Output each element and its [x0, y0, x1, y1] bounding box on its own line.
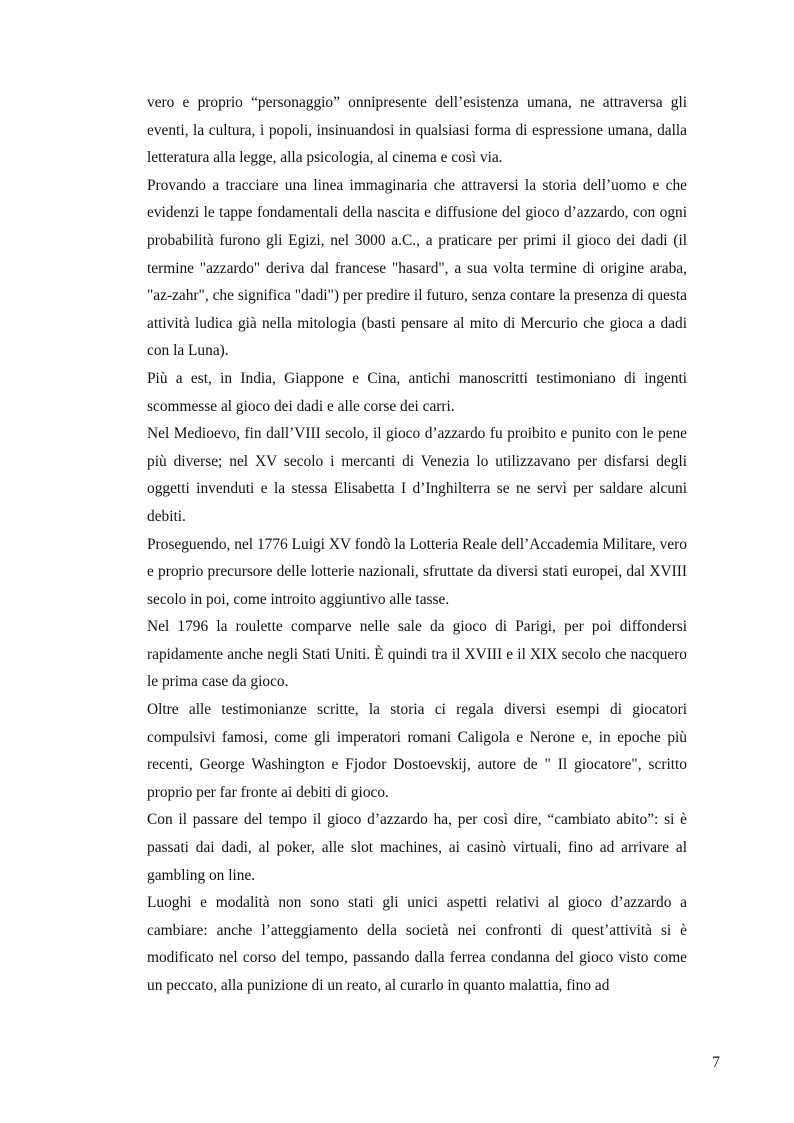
paragraph-4: Nel Medioevo, fin dall’VIII secolo, il gioco d’azzardo fu proibito e punito con le pene più diverse; nel XV secolo i mercanti di Venezia lo utilizzavano per disfarsi degli oggetti invenduti e la stessa Elisabetta I d’Inghilterra se ne servì per saldare alcuni debiti. — [147, 425, 687, 525]
page-number: 7 — [712, 1054, 720, 1071]
paragraph-7: Oltre alle testimonianze scritte, la storia ci regala diversi esempi di giocatori compulsivi famosi, come gli imperatori romani Caligola e Nerone e, in epoche più recenti, George Washington e Fjodor Dostoevskij, autore de " Il giocatore", scritto proprio per far fronte ai debiti di gioco. — [147, 701, 687, 801]
paragraph-8: Con il passare del tempo il gioco d’azzardo ha, per così dire, “cambiato abito”: si è passati dai dadi, al poker, alle slot machines, ai casinò virtuali, fino ad arrivare al gambling on line. — [147, 811, 687, 884]
paragraph-1: vero e proprio “personaggio” onnipresente dell’esistenza umana, ne attraversa gli eventi, la cultura, i popoli, insinuandosi in qualsiasi forma di espressione umana, dalla letteratura alla legge, alla psicologia, al cinema e così via. — [147, 94, 687, 167]
paragraph-9: Luoghi e modalità non sono stati gli unici aspetti relativi al gioco d’azzardo a cambiare: anche l’atteggiamento della società nei confronti di quest’attività si è modificato nel corso del tempo, passando dalla ferrea condanna del gioco visto come un peccato, alla punizione di un reato, al curarlo in quanto malattia, fino ad — [147, 894, 687, 994]
paragraph-5: Proseguendo, nel 1776 Luigi XV fondò la Lotteria Reale dell’Accademia Militare, vero e proprio precursore delle lotterie nazionali, sfruttate da diversi stati europei, dal XVIII secolo in poi, come introito aggiuntivo alle tasse. — [147, 535, 687, 608]
body-text — [147, 89, 687, 1000]
paragraph-2: Provando a tracciare una linea immaginaria che attraversi la storia dell’uomo e che evidenzi le tappe fondamentali della nascita e diffusione del gioco d’azzardo, con ogni probabilità furono gli Egizi, nel 3000 a.C., a praticare per primi il gioco dei dadi (il termine "azzardo" deriva dal francese "hasard", a sua volta termine di origine araba, "az-zahr", che significa "dadi") per predire il futuro, senza contare la presenza di questa attività ludica già nella mitologia (basti pensare al mito di Mercurio che gioca a dadi con la Luna). — [147, 176, 687, 360]
paragraph-6: Nel 1796 la roulette comparve nelle sale da gioco di Parigi, per poi diffondersi rapidamente anche negli Stati Uniti. È quindi tra il XVIII e il XIX secolo che nacquero le prima case da gioco. — [147, 618, 687, 691]
paragraph-3: Più a est, in India, Giappone e Cina, antichi manoscritti testimoniano di ingenti scommesse al gioco dei dadi e alle corse dei carri. — [147, 369, 687, 415]
